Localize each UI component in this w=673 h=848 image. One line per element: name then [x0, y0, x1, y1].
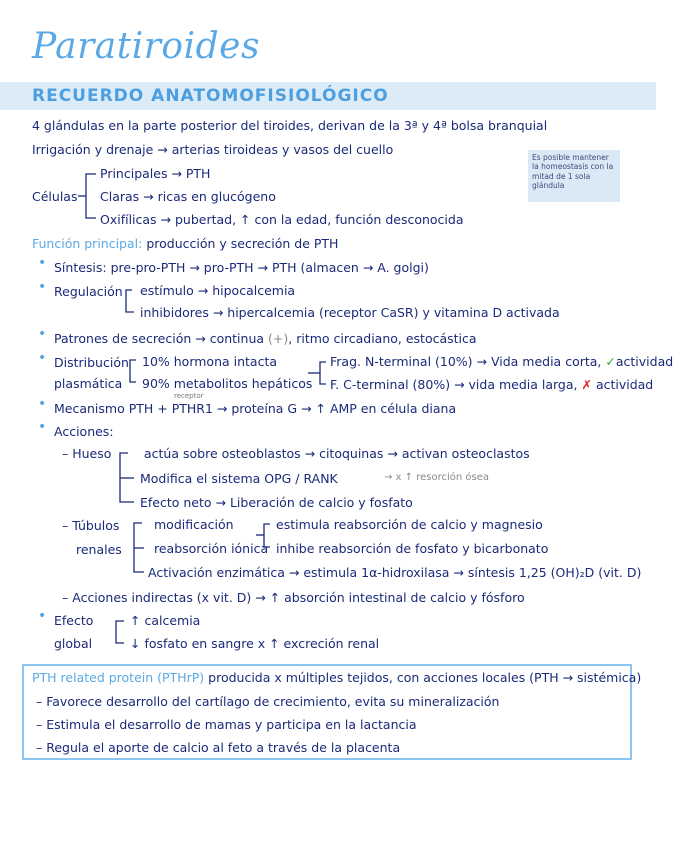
pthrp-title: PTH related protein (PTHrP): [32, 670, 205, 685]
tubulos-item-2b: inhibe reabsorción de fosfato y bicarbonato: [276, 541, 549, 556]
tubulos-item-1: modificación: [154, 517, 234, 532]
bullet-icon: •: [38, 255, 47, 271]
tubulos-label-2: renales: [76, 542, 122, 557]
efecto-item-1: ↑ calcemia: [130, 613, 201, 628]
acciones-indirectas: Acciones indirectas (x vit. D) → ↑ absorción intestinal de calcio y fósforo: [72, 590, 525, 605]
funcion-label: Función principal:: [32, 236, 143, 251]
bullet-icon: •: [38, 326, 47, 342]
intro-line-1: 4 glándulas en la parte posterior del tiroides, derivan de la 3ª y 4ª bolsa branquial: [32, 118, 548, 133]
mecanismo-text: Mecanismo PTH + PTHR1 → proteína G → ↑ AMP en célula diana: [54, 401, 457, 416]
patrones-text-2: , ritmo circadiano, estocástica: [288, 331, 477, 346]
cterminal-text: F. C-terminal (80%) → vida media larga,: [330, 377, 578, 392]
regulacion-estimulo: estímulo → hipocalcemia: [140, 283, 296, 298]
intro-line-2: Irrigación y drenaje → arterias tiroideas y vasos del cuello: [32, 142, 394, 157]
check-icon: ✓: [605, 354, 616, 369]
cterminal-end: actividad: [595, 377, 654, 392]
acciones-label: Acciones:: [54, 424, 114, 439]
hueso-item-3: Efecto neto → Liberación de calcio y fosfato: [140, 495, 413, 510]
celulas-claras: Claras → ricas en glucógeno: [100, 189, 276, 204]
bullet-icon: •: [38, 608, 47, 624]
bullet-icon: •: [38, 396, 47, 412]
distribucion-metabolitos: 90% metabolitos hepáticos: [142, 376, 313, 391]
distribucion-intacta: 10% hormona intacta: [142, 354, 278, 369]
pthrp-item-1: Favorece desarrollo del cartílago de crecimiento, evita su mineralización: [46, 694, 500, 709]
hueso-item-2-note: → x ↑ resorción ósea: [384, 472, 489, 483]
pthrp-head: producida x múltiples tejidos, con acciones locales (PTH → sistémica): [208, 670, 642, 685]
celulas-oxifilicas: Oxifílicas → pubertad, ↑ con la edad, función desconocida: [100, 212, 464, 227]
distribucion-label-2: plasmática: [54, 376, 123, 391]
nterminal-end: actividad: [615, 354, 673, 369]
pthrp-item-2: Estimula el desarrollo de mamas y participa en la lactancia: [46, 717, 417, 732]
patrones-text: Patrones de secreción → continua: [54, 331, 265, 346]
efecto-label: Efecto: [54, 613, 94, 628]
side-note: Es posible mantener la homeostasis con la mitad de 1 sola glándula: [528, 150, 620, 202]
tubulos-item-2: reabsorción iónica: [154, 541, 269, 556]
cross-icon: ✗: [581, 377, 592, 392]
patrones-plus: (+): [268, 331, 289, 346]
receptor-label: receptor: [174, 392, 204, 400]
distribucion-label: Distribución: [54, 355, 129, 370]
efecto-item-2: ↓ fosfato en sangre x ↑ excreción renal: [130, 636, 380, 651]
regulacion-label: Regulación: [54, 284, 123, 299]
tubulos-item-3: Activación enzimática → estimula 1α-hidroxilasa → síntesis 1,25 (OH)₂D (vit. D): [148, 565, 642, 580]
section-title: RECUERDO ANATOMOFISIOLÓGICO: [32, 86, 389, 106]
page-title: Paratiroides: [32, 26, 260, 67]
regulacion-inhibidores: inhibidores → hipercalcemia (receptor CaSR) y vitamina D activada: [140, 305, 560, 320]
tubulos-label: Túbulos: [72, 518, 120, 533]
sintesis-text: Síntesis: pre-pro-PTH → pro-PTH → PTH (almacen → A. golgi): [54, 260, 429, 275]
hueso-label: Hueso: [72, 446, 112, 461]
funcion-text: producción y secreción de PTH: [146, 236, 339, 251]
bullet-icon: •: [38, 279, 47, 295]
hueso-item-1: actúa sobre osteoblastos → citoquinas → activan osteoclastos: [144, 446, 530, 461]
hueso-item-2: Modifica el sistema OPG / RANK: [140, 471, 338, 486]
celulas-principales: Principales → PTH: [100, 166, 211, 181]
pthrp-item-3: Regula el aporte de calcio al feto a través de la placenta: [46, 740, 401, 755]
bullet-icon: •: [38, 419, 47, 435]
tubulos-item-1b: estimula reabsorción de calcio y magnesio: [276, 517, 543, 532]
bullet-icon: •: [38, 350, 47, 366]
celulas-label: Células: [32, 189, 78, 204]
efecto-label-2: global: [54, 636, 93, 651]
nterminal-text: Frag. N-terminal (10%) → Vida media corta,: [330, 354, 602, 369]
